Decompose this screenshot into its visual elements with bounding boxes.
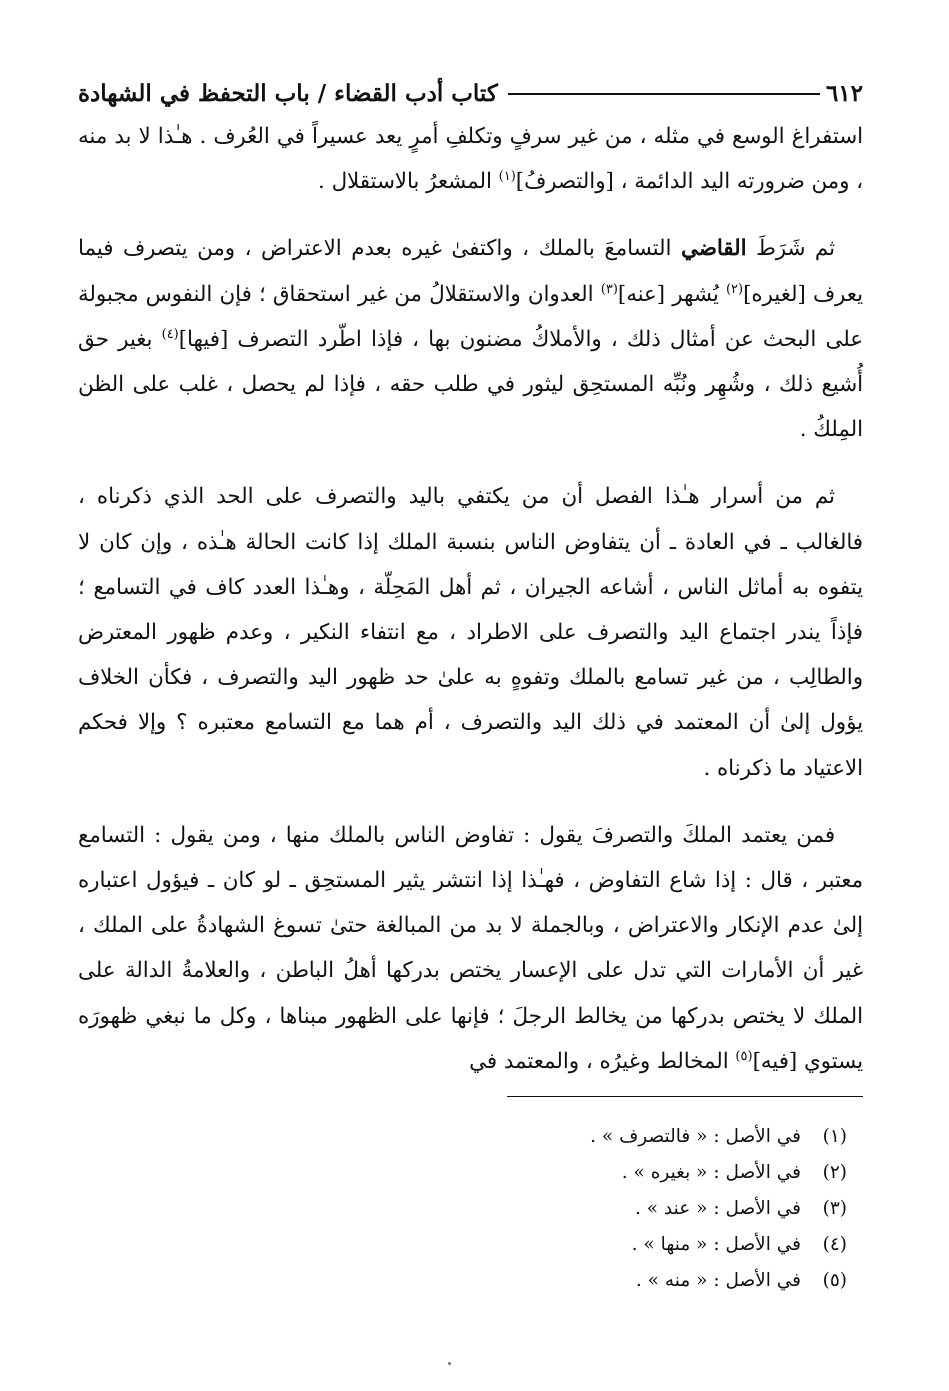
- footnote-text: في الأصل : « بغيره » .: [621, 1162, 801, 1184]
- footnote-number: (١): [822, 1126, 847, 1148]
- footnote-number: (٥): [822, 1270, 847, 1292]
- paragraph-2-text-a: ثم شَرَطَ: [746, 236, 835, 262]
- running-header: [78, 74, 863, 114]
- paragraph-2-text-d: العدوان والاستقلالُ من غير استحقاق ؛ فإن النفوس مجبولة على البحث عن أمثال ذلك ، والأملاكُ مضنون بها ، فإذا اطّرد التصرف [فيها]: [78, 281, 863, 352]
- footnote-item: [78, 1191, 847, 1227]
- header-rule: [508, 93, 820, 95]
- footnote-number: (٤): [822, 1234, 847, 1256]
- paragraph-2: [78, 226, 863, 452]
- footnote-number: (٢): [822, 1162, 847, 1184]
- paragraph-1-text-b: المشعرُ بالاستقلال .: [318, 169, 499, 195]
- paragraph-3: ثم من أسرار هـٰذا الفصل أن من يكتفي باليد والتصرف على الحد الذي ذكرناه ، فالغالب ـ في العادة ـ أن يتفاوض الناس بنسبة الملك إذا كانت الحالة هـٰذه ، وإن كان لا يتفوه به أماثل الناس ، أشاعه الجيران ، ثم أهل المَحِلّة ، وهـٰذا العدد كاف في التسامع ؛ فإذاً يندر اجتماع اليد والتصرف على الاطراد ، مع انتفاء النكير ، وعدم ظهور المعترض والطالِب ، من غير تسامع بالملك وتفوهٍ به علىٰ حد ظهور اليد والتصرف ، فكأن الخلاف يؤول إلىٰ أن المعتمد في ذلك اليد والتصرف ، أم هما مع التسامع معتبره ؟ وإلا فحكم الاعتياد ما ذكرناه .: [78, 484, 863, 781]
- footnote-number: (٣): [822, 1198, 847, 1220]
- book-page: [78, 74, 863, 1299]
- footnote-ref-2: (٢): [725, 281, 744, 297]
- footnote-text: في الأصل : « فالتصرف » .: [590, 1126, 801, 1148]
- footnote-ref-5: (٥): [735, 1048, 753, 1064]
- paragraph-2-text-c: يُشهر [عنه]: [617, 281, 726, 307]
- paragraph-2-text-b: التسامعَ بالملك ، واكتفىٰ غيره بعدم الاعتراض ، ومن يتصرف فيما يعرف [لغيره]: [78, 236, 864, 307]
- footnote-text: في الأصل : « منها » .: [631, 1234, 801, 1256]
- footnote-item: [78, 1263, 847, 1299]
- footnote-text: في الأصل : « منه » .: [635, 1270, 801, 1292]
- footnote-item: [78, 1155, 847, 1191]
- footnote-ref-4: (٤): [161, 326, 179, 342]
- footnote-ref-1: (١): [498, 169, 516, 185]
- paragraph-4-text-b: المخالط وغيرُه ، والمعتمد في: [469, 1048, 736, 1074]
- paragraph-1: [78, 114, 863, 204]
- paragraph-1-text-a: استفراغ الوسع في مثله ، من غير سرفٍ وتكلفِ أمرٍ يعد عسيراً في العُرف . هـٰذا لا بد منه ، ومن ضرورته اليد الدائمة ، [والتصرفُ]: [78, 124, 863, 195]
- footnote-ref-3: (٣): [600, 281, 618, 297]
- footnote-item: [78, 1227, 847, 1263]
- footnote-text: في الأصل : « عند » .: [634, 1198, 801, 1220]
- paragraph-4-text-a: فمن يعتمد الملكَ والتصرفَ يقول : تفاوض الناس بالملك منها ، ومن يقول : التسامع معتبر ، قال : إذا شاع التفاوض ، فهـٰذا إذا انتشر يثير المستحِق ـ لو كان ـ فيؤول اعتباره إلىٰ عدم الإنكار والاعتراض ، وبالجملة لا بد من المبالغة حتىٰ تسوغ الشهادةُ على الملك ، غير أن الأمارات التي تدل على الإعسار يختص بدركها أهلُ الباطن ، والعلامةُ الدالة على الملك لا يختص بدركها من يخالط الرجلَ ؛ فإنها على الظهور مبناها ، وكل ما نبغي ظهورَه يستوي [فيه]: [78, 822, 863, 1074]
- page-number: ٦١٢: [825, 80, 863, 107]
- scan-speck: [448, 1362, 451, 1365]
- footnote-item: [78, 1119, 847, 1155]
- footnote-separator: [507, 1096, 863, 1097]
- paragraph-4: [78, 813, 863, 1084]
- paragraph-2-bold-term: القاضي: [680, 236, 747, 262]
- paragraph-2-text-e: بغير حق أُشيع ذلك ، وشُهِر ونُبِّه المستحِق ليثور في طلب حقه ، فإذا لم يحصل ، غلب على الظن المِلكُ .: [78, 326, 863, 443]
- footnotes: [78, 1119, 863, 1299]
- header-title: كتاب أدب القضاء / باب التحفظ في الشهادة: [78, 80, 498, 107]
